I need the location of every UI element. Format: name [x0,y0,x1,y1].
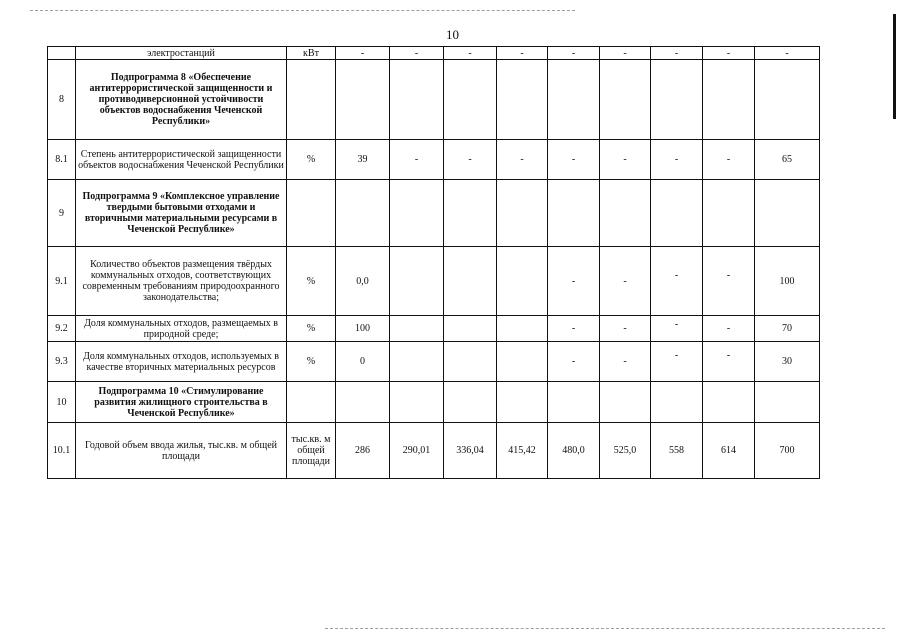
indicator-name: Степень антитеррористической защищенности объектов водоснабжения Чеченской Республики [76,140,287,180]
table-row [48,382,820,423]
value-cell: 415,42 [497,423,548,479]
value-cell [703,60,755,140]
value-cell: - [548,316,600,342]
row-number [48,47,76,60]
unit-cell: % [287,140,336,180]
value-cell: - [548,247,600,316]
value-cell [497,60,548,140]
value-cell [651,382,703,423]
value-cell: 290,01 [390,423,444,479]
value-cell: 39 [336,140,390,180]
indicators-table [47,46,820,479]
dash-mark: - [726,269,731,281]
value-cell [651,247,703,316]
value-cell: - [651,140,703,180]
value-cell: 480,0 [548,423,600,479]
value-cell [444,180,497,247]
value-cell [703,247,755,316]
value-cell [444,316,497,342]
value-cell: 0,0 [336,247,390,316]
value-cell: 70 [755,316,820,342]
value-cell: - [703,316,755,342]
table-row [48,342,820,382]
value-cell: - [497,47,548,60]
value-cell: - [600,342,651,382]
unit-cell: тыс.кв. м общей площади [287,423,336,479]
value-cell [600,60,651,140]
dash-mark: - [674,269,679,281]
unit-cell [287,382,336,423]
value-cell: - [444,47,497,60]
value-cell [444,342,497,382]
row-number: 9.1 [48,247,76,316]
indicator-name: электростанций [76,47,287,60]
value-cell [651,316,703,342]
value-cell [651,342,703,382]
row-number: 8.1 [48,140,76,180]
value-cell: 65 [755,140,820,180]
value-cell [390,382,444,423]
value-cell [703,382,755,423]
table-row [48,316,820,342]
unit-cell: % [287,316,336,342]
value-cell [390,342,444,382]
dash-mark: - [674,319,679,330]
subprogram-title: Подпрограмма 10 «Стимулирование развития жилищного строительства в Чеченской Республике» [76,382,287,423]
row-number: 9 [48,180,76,247]
subprogram-title: Подпрограмма 8 «Обеспечение антитеррористической защищенности и противодиверсионной устойчивости объектов водоснабжения Чеченской Республики» [76,60,287,140]
scan-artifact-bottom [325,628,885,629]
table-row [48,423,820,479]
value-cell: - [390,47,444,60]
unit-cell [287,180,336,247]
value-cell [336,60,390,140]
value-cell [497,342,548,382]
subprogram-title: Подпрограмма 9 «Комплексное управление твердыми бытовыми отходами и вторичными материальными ресурсами в Чеченской Республике» [76,180,287,247]
value-cell [548,60,600,140]
value-cell [497,247,548,316]
unit-cell: % [287,247,336,316]
table-row [48,60,820,140]
value-cell: - [444,140,497,180]
value-cell [444,382,497,423]
value-cell: - [600,316,651,342]
row-number: 8 [48,60,76,140]
indicator-name: Годовой объем ввода жилья, тыс.кв. м общей площади [76,423,287,479]
unit-cell: кВт [287,47,336,60]
value-cell: - [548,47,600,60]
dash-mark: - [726,350,731,361]
value-cell [703,342,755,382]
value-cell: - [548,140,600,180]
value-cell: 525,0 [600,423,651,479]
value-cell: - [651,47,703,60]
value-cell: - [336,47,390,60]
value-cell: - [600,247,651,316]
table-row [48,47,820,60]
value-cell: 0 [336,342,390,382]
value-cell: 100 [336,316,390,342]
value-cell [390,60,444,140]
value-cell [336,180,390,247]
table-row [48,140,820,180]
value-cell [390,180,444,247]
value-cell [703,180,755,247]
value-cell [651,180,703,247]
value-cell: - [497,140,548,180]
value-cell: - [703,47,755,60]
value-cell [651,60,703,140]
value-cell [497,316,548,342]
value-cell [548,382,600,423]
value-cell [600,180,651,247]
value-cell [755,180,820,247]
value-cell: - [600,140,651,180]
value-cell [755,60,820,140]
value-cell: - [600,47,651,60]
value-cell [390,247,444,316]
value-cell: 700 [755,423,820,479]
value-cell: 336,04 [444,423,497,479]
table-row [48,247,820,316]
indicator-name: Доля коммунальных отходов, используемых в качестве вторичных материальных ресурсов [76,342,287,382]
row-number: 10.1 [48,423,76,479]
value-cell: 286 [336,423,390,479]
page-number: 10 [446,27,459,42]
dash-mark: - [674,350,679,361]
value-cell [444,247,497,316]
value-cell: 614 [703,423,755,479]
value-cell [755,382,820,423]
indicator-name: Количество объектов размещения твёрдых коммунальных отходов, соответствующих современным требованиям природоохранного законодательства; [76,247,287,316]
value-cell [548,180,600,247]
value-cell [600,382,651,423]
value-cell [336,382,390,423]
value-cell: 558 [651,423,703,479]
scan-artifact-top [30,10,575,11]
row-number: 10 [48,382,76,423]
value-cell: - [755,47,820,60]
value-cell: - [703,140,755,180]
value-cell: 30 [755,342,820,382]
table-row [48,180,820,247]
value-cell [390,316,444,342]
value-cell [444,60,497,140]
row-number: 9.2 [48,316,76,342]
value-cell: - [390,140,444,180]
value-cell: 100 [755,247,820,316]
value-cell [497,382,548,423]
unit-cell: % [287,342,336,382]
unit-cell [287,60,336,140]
indicator-name: Доля коммунальных отходов, размещаемых в природной среде; [76,316,287,342]
value-cell [497,180,548,247]
value-cell: - [548,342,600,382]
row-number: 9.3 [48,342,76,382]
